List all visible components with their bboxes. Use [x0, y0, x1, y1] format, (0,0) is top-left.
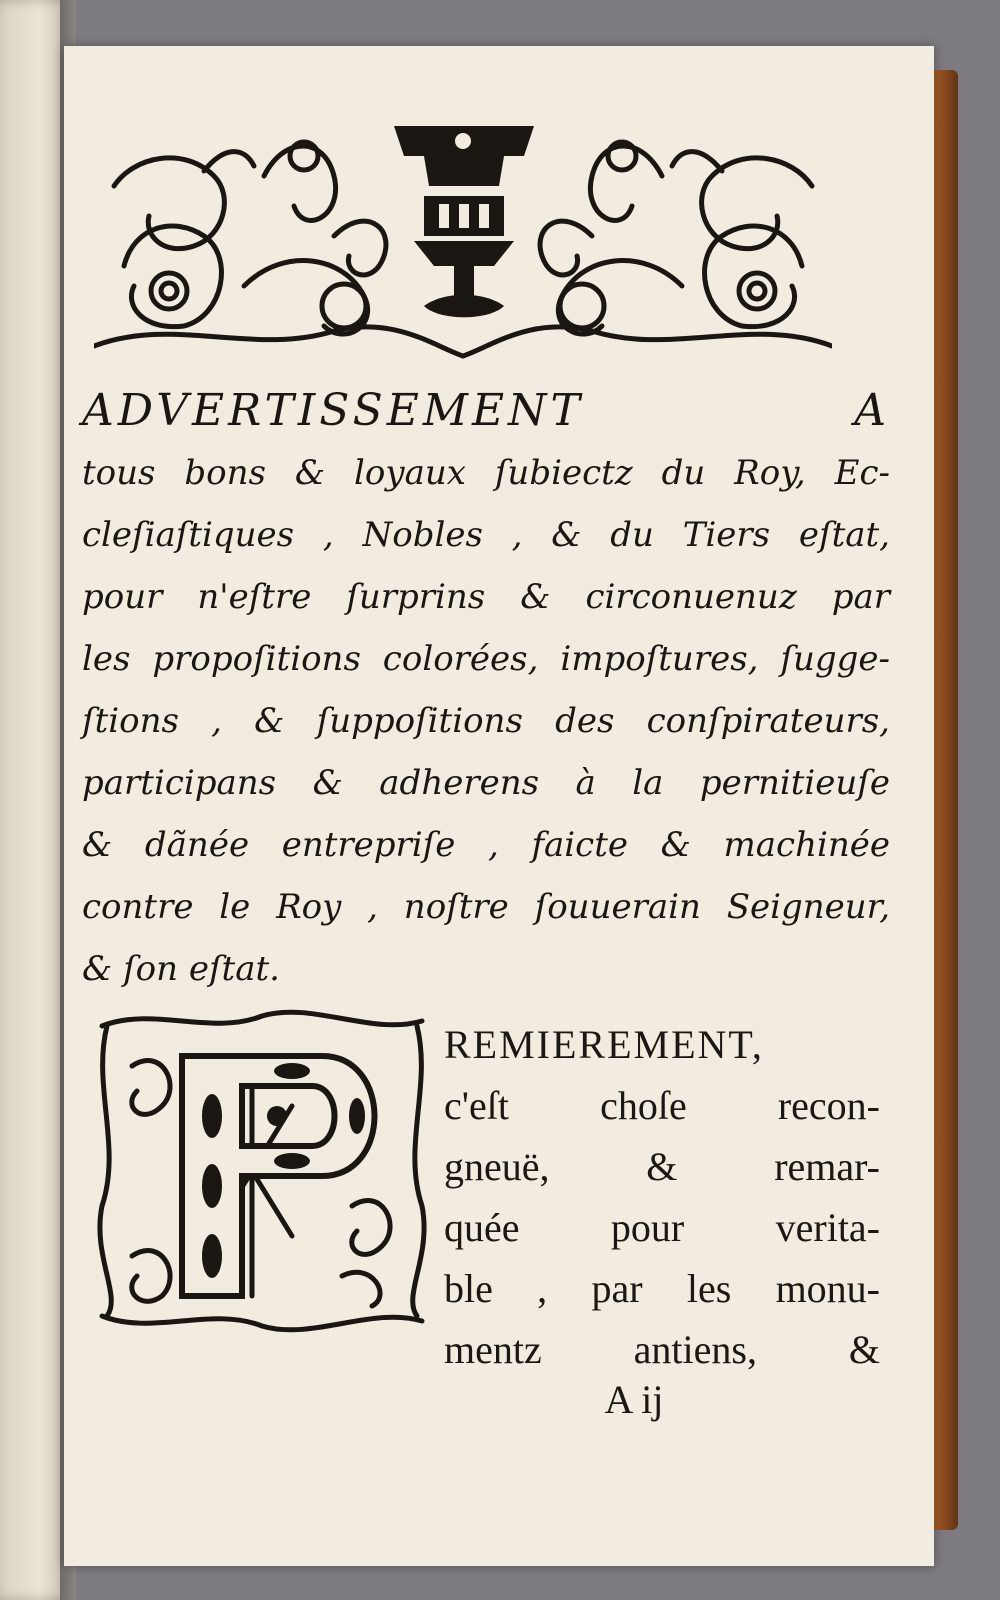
title-line: ſtions , & ſuppoſitions des conſpirateurs,: [82, 701, 890, 741]
decorated-initial-icon: [92, 1006, 432, 1336]
title-line: participans & adherens à la pernitieuſe: [82, 763, 890, 803]
title-block: [82, 380, 890, 1000]
body-line: REMIEREMENT,: [444, 1022, 764, 1067]
body-line: ble , par les monu-: [444, 1266, 880, 1311]
binding-edge: [930, 70, 958, 1530]
title-line: pour n'eſtre ſurprins & circonuenuz par: [82, 577, 890, 617]
title-line: les propoſitions colorées, impoſtures, ſugge-: [82, 639, 890, 679]
signature-mark: A ij: [604, 1377, 664, 1422]
body-text: [444, 1014, 880, 1380]
title-heading: ADVERTISSEMENT A: [82, 385, 890, 436]
ornamental-headpiece-icon: [94, 116, 832, 362]
body-line: quée pour verita-: [444, 1205, 880, 1250]
title-line: cleſiaſtiques , Nobles , & du Tiers eſtat,: [82, 515, 890, 555]
body-line: gneuë, & remar-: [444, 1144, 880, 1189]
title-line: tous bons & loyaux ſubiectz du Roy, Ec-: [82, 453, 890, 493]
title-line: & ſon eſtat.: [82, 949, 280, 989]
body-line: mentz antiens, &: [444, 1327, 880, 1372]
title-line: & dãnée entrepriſe , faicte & machinée: [82, 825, 890, 865]
book-page: [64, 46, 934, 1566]
title-line: contre le Roy , noſtre ſouuerain Seigneur,: [82, 887, 890, 927]
body-line: c'eſt choſe recon-: [444, 1083, 880, 1128]
